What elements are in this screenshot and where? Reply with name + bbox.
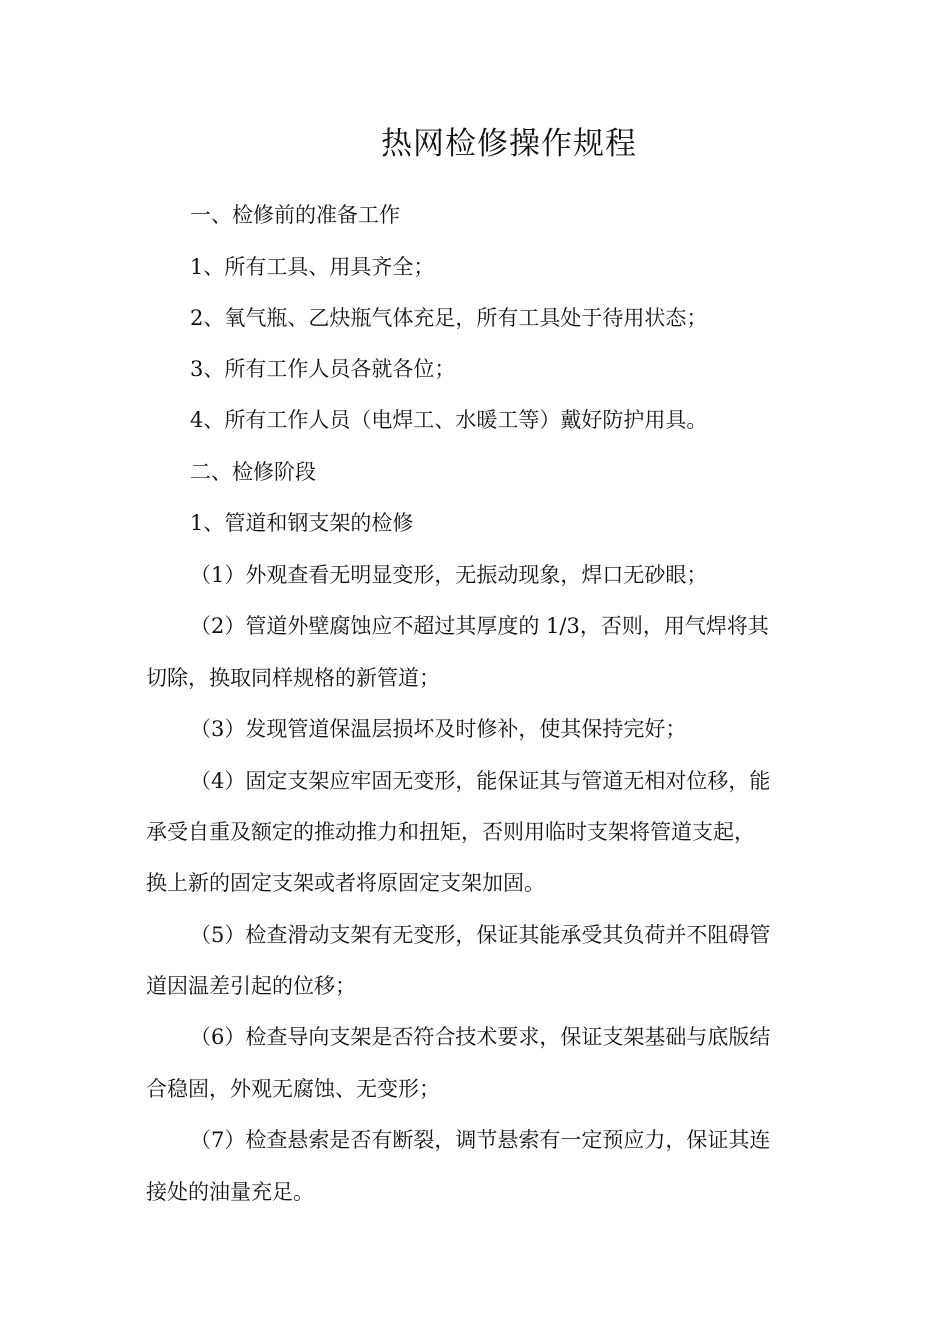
paragraph-line: 接处的油量充足。	[146, 1180, 314, 1204]
paragraph-line: （1）外观查看无明显变形，无振动现象，焊口无砂眼；	[190, 563, 708, 587]
paragraph-line: 2、氧气瓶、乙炔瓶气体充足，所有工具处于待用状态；	[190, 306, 708, 330]
paragraph-line: 3、所有工作人员各就各位；	[190, 357, 456, 381]
paragraph-line: 道因温差引起的位移；	[146, 974, 356, 998]
section-heading-preparation: 一、检修前的准备工作	[190, 203, 400, 227]
document-title: 热网检修操作规程	[381, 126, 637, 162]
section-heading-maintenance: 二、检修阶段	[190, 460, 316, 484]
paragraph-line: （7）检查悬索是否有断裂，调节悬索有一定预应力，保证其连	[190, 1128, 771, 1152]
paragraph-line: 合稳固，外观无腐蚀、无变形；	[146, 1077, 440, 1101]
paragraph-line: 换上新的固定支架或者将原固定支架加固。	[146, 871, 545, 895]
paragraph-line: 承受自重及额定的推动推力和扭矩，否则用临时支架将管道支起，	[146, 820, 755, 844]
paragraph-line: （2）管道外壁腐蚀应不超过其厚度的 1/3，否则，用气焊将其	[190, 614, 769, 638]
paragraph-line: 切除，换取同样规格的新管道；	[146, 666, 440, 690]
paragraph-line: （6）检查导向支架是否符合技术要求，保证支架基础与底版结	[190, 1025, 771, 1049]
paragraph-line: （5）检查滑动支架有无变形，保证其能承受其负荷并不阻碍管	[190, 923, 771, 947]
paragraph-line: 4、所有工作人员（电焊工、水暖工等）戴好防护用具。	[190, 408, 708, 432]
paragraph-line: （3）发现管道保温层损坏及时修补，使其保持完好；	[190, 717, 687, 741]
paragraph-line: 1、所有工具、用具齐全；	[190, 255, 435, 279]
paragraph-line: （4）固定支架应牢固无变形，能保证其与管道无相对位移，能	[190, 769, 771, 793]
subsection-heading: 1、管道和钢支架的检修	[190, 511, 414, 535]
